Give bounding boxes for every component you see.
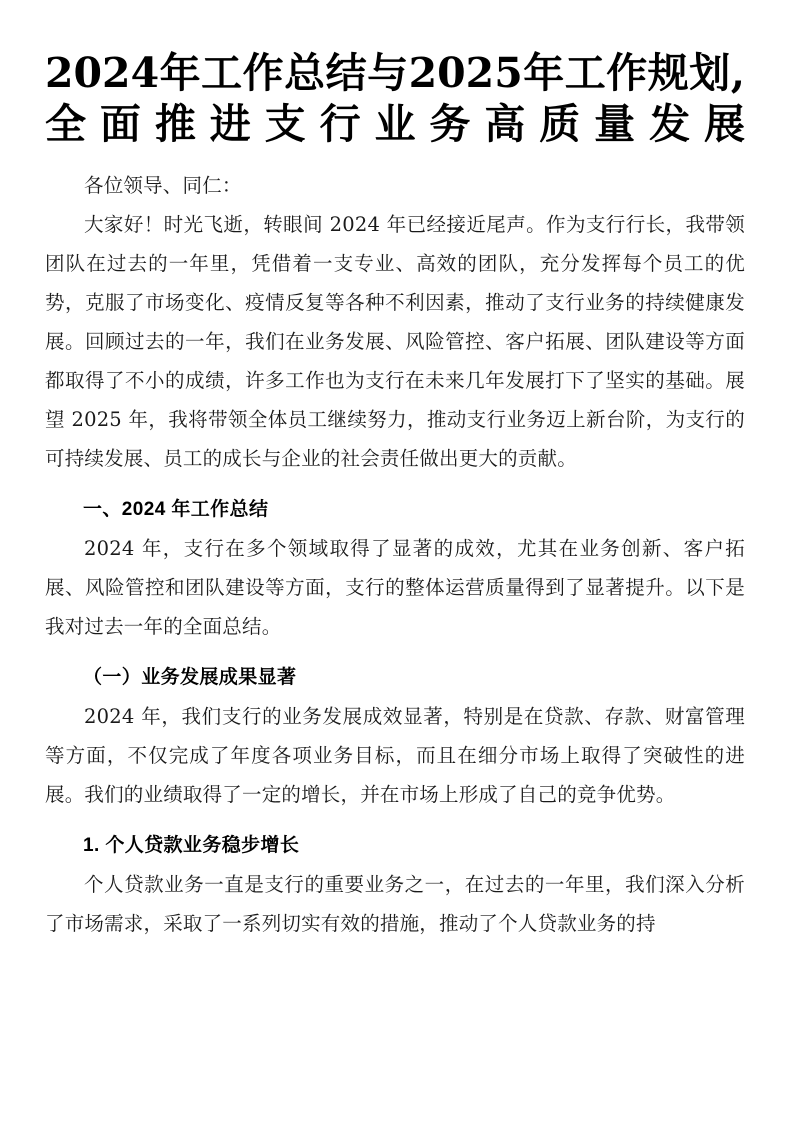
salutation-paragraph: 各位领导、同仁： bbox=[84, 174, 242, 197]
item-1-paragraph: 个人贷款业务一直是支行的重要业务之一，在过去的一年里，我们深入分析了市场需求，采取了一系列切实有效的措施，推动了个人贷款业务的持 bbox=[45, 873, 745, 935]
item-heading-1: 1. 个人贷款业务稳步增长 bbox=[83, 835, 300, 856]
spacer bbox=[45, 150, 745, 166]
spacer bbox=[45, 814, 745, 826]
section-1-intro-paragraph: 2024 年，支行在多个领域取得了显著的成效，尤其在业务创新、客户拓展、风险管控和团队建设等方面，支行的整体运营质量得到了显著提升。以下是我对过去一年的全面总结。 bbox=[45, 537, 745, 638]
document-title: 2024年工作总结与2025年工作规划,全面推进支行业务高质量发展 bbox=[45, 49, 745, 148]
subsection-1-1-paragraph: 2024 年，我们支行的业务发展成效显著，特别是在贷款、存款、财富管理等方面，不仅完成了年度各项业务目标，而且在细分市场上取得了突破性的进展。我们的业绩取得了一定的增长，并在市场上形成了自己的竞争优势。 bbox=[45, 705, 745, 806]
section-heading-1: 一、2024 年工作总结 bbox=[83, 499, 269, 520]
subsection-heading-1-1: （一）业务发展成果显著 bbox=[83, 667, 297, 688]
document-content bbox=[45, 0, 745, 943]
opening-paragraph: 大家好！时光飞逝，转眼间 2024 年已经接近尾声。作为支行行长，我带领团队在过去的一年里，凭借着一支专业、高效的团队，充分发挥每个员工的优势，克服了市场变化、疫情反复等各种不利因素，推动了支行业务的持续健康发展。回顾过去的一年，我们在业务发展、风险管控、客户拓展、团队建设等方面都取得了不小的成绩，许多工作也为支行在未来几年发展打下了坚实的基础。展望 2025 年，我将带领全体员工继续努力，推动支行业务迈上新台阶，为支行的可持续发展、员工的成长与企业的社会责任做出更大的贡献。 bbox=[45, 213, 745, 470]
spacer bbox=[45, 646, 745, 658]
spacer bbox=[45, 478, 745, 490]
